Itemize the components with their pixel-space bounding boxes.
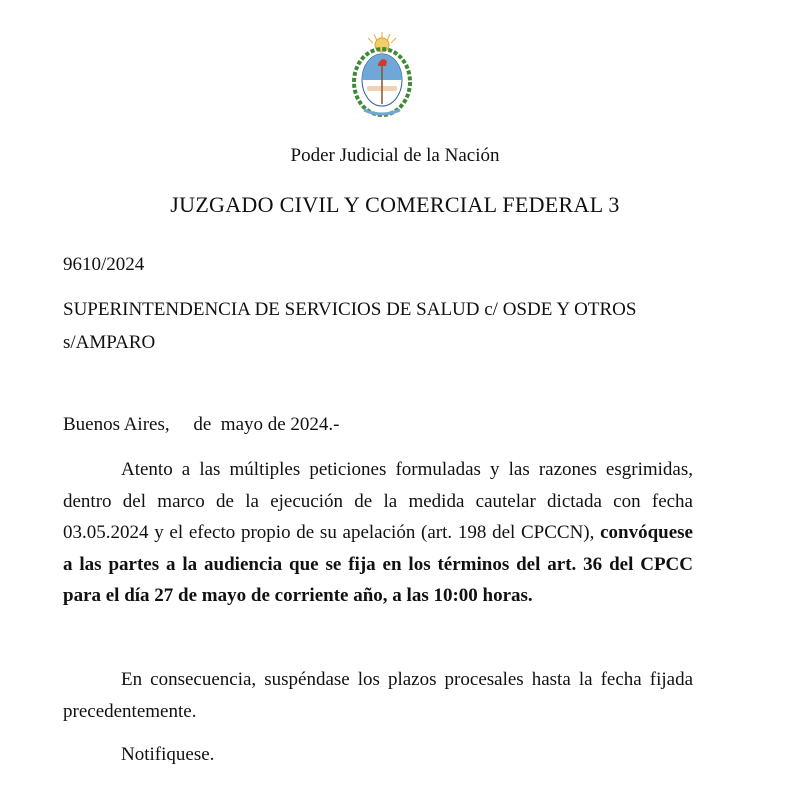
- coat-of-arms-icon: [350, 30, 414, 122]
- consequence-paragraph: En consecuencia, suspéndase los plazos procesales hasta la fecha fijada precedentemente.: [63, 669, 693, 722]
- resolution-text-bold: convóquese a las partes a la audiencia que se fija en los términos del art. 36 del CPCC para el día 27 de mayo de corriente año, a las 10:00 horas.: [63, 522, 693, 606]
- resolution-paragraph: [63, 454, 693, 612]
- case-title: SUPERINTENDENCIA DE SERVICIOS DE SALUD c/ OSDE Y OTROS s/AMPARO: [63, 299, 637, 353]
- institution-name: Poder Judicial de la Nación: [290, 145, 500, 166]
- notification-paragraph: Notifiquese.: [121, 744, 215, 765]
- resolution-text-regular: Atento a las múltiples peticiones formuladas y las razones esgrimidas, dentro del marco de la ejecución de la medida cautelar dictada con fecha 03.05.2024 y el efecto propio de su apelación (art. 198 del CPCCN),: [63, 459, 693, 543]
- case-number: 9610/2024: [63, 254, 145, 275]
- court-name: JUZGADO CIVIL Y COMERCIAL FEDERAL 3: [170, 192, 620, 217]
- date-line: Buenos Aires, de mayo de 2024.-: [63, 414, 340, 435]
